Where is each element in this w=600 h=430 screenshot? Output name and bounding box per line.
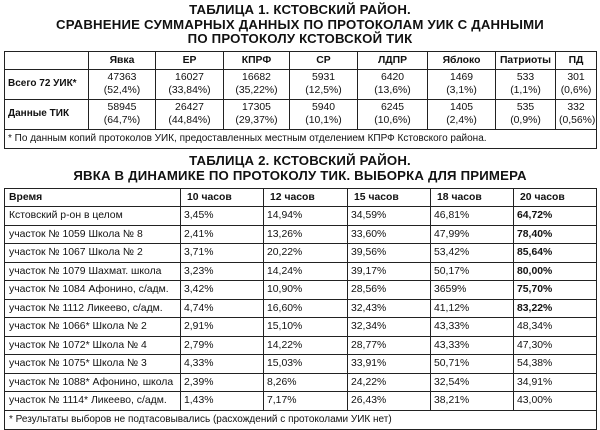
- t1-cell-percent: (10,1%): [305, 114, 342, 126]
- t2-cell: 64,72%: [514, 207, 597, 226]
- t2-cell: 46,81%: [431, 207, 514, 226]
- t1-cell-percent: (35,22%): [235, 84, 278, 96]
- t2-cell: 26,43%: [348, 392, 431, 411]
- t1-header-cell: ПД: [556, 52, 597, 70]
- t1-cell-value: 58945: [107, 102, 137, 113]
- t1-cell: [156, 100, 224, 130]
- t1-cell-value: 47363: [107, 72, 137, 83]
- t1-cell: [428, 100, 496, 130]
- t2-cell: 8,26%: [264, 373, 348, 392]
- table2-title-line2: ЯВКА В ДИНАМИКЕ ПО ПРОТОКОЛУ ТИК. ВЫБОРКА ДЛЯ ПРИМЕРА: [73, 167, 527, 183]
- table2-title-line1: ТАБЛИЦА 2. КСТОВСКИЙ РАЙОН.: [189, 153, 411, 168]
- t2-cell: 4,33%: [181, 355, 264, 374]
- t2-cell: 2,79%: [181, 336, 264, 355]
- t1-cell: [496, 70, 556, 100]
- table2-footnote: * Результаты выборов не подтасовывались (расхождений с протоколами УИК нет): [5, 410, 597, 429]
- t2-header-cell: 15 часов: [348, 189, 431, 207]
- t2-cell: 28,77%: [348, 336, 431, 355]
- t2-cell: 54,38%: [514, 355, 597, 374]
- t1-cell: [428, 70, 496, 100]
- t2-cell: 75,70%: [514, 281, 597, 300]
- t1-cell: [556, 100, 597, 130]
- t2-cell: 2,39%: [181, 373, 264, 392]
- t2-header-cell: 10 часов: [181, 189, 264, 207]
- t2-row-label: участок № 1075* Школа № 3: [5, 355, 181, 374]
- table1-row: [5, 70, 597, 100]
- t2-row-label: участок № 1067 Школа № 2: [5, 244, 181, 263]
- table2-footnote-row: [5, 410, 597, 429]
- t1-cell-value: 535: [516, 102, 535, 113]
- t2-row-label: участок № 1112 Ликеево, с/адм.: [5, 299, 181, 318]
- t2-header-cell: 20 часов: [514, 189, 597, 207]
- table2-row: [5, 336, 597, 355]
- t2-cell: 13,26%: [264, 225, 348, 244]
- t2-cell: 3,45%: [181, 207, 264, 226]
- table1-title: [0, 3, 600, 47]
- t1-cell: [358, 70, 428, 100]
- t2-cell: 43,00%: [514, 392, 597, 411]
- t2-cell: 32,54%: [431, 373, 514, 392]
- table2: [4, 188, 597, 430]
- t2-row-label: участок № 1084 Афонино, с/адм.: [5, 281, 181, 300]
- t2-cell: 3659%: [431, 281, 514, 300]
- t2-cell: 47,30%: [514, 336, 597, 355]
- table2-row: [5, 373, 597, 392]
- t2-cell: 3,71%: [181, 244, 264, 263]
- t2-cell: 16,60%: [264, 299, 348, 318]
- t1-cell-percent: (12,5%): [305, 84, 342, 96]
- t1-cell-value: 16682: [242, 72, 271, 83]
- table2-row: [5, 225, 597, 244]
- t1-cell-value: 16027: [175, 72, 204, 83]
- table1-title-line3: ПО ПРОТОКОЛУ КСТОВСКОЙ ТИК: [187, 31, 413, 46]
- t2-cell: 3,23%: [181, 262, 264, 281]
- table2-row: [5, 318, 597, 337]
- table1-footnote-row: [5, 130, 597, 149]
- table1-title-line2: СРАВНЕНИЕ СУММАРНЫХ ДАННЫХ ПО ПРОТОКОЛАМ УИК С ДАННЫМИ: [56, 16, 544, 32]
- t1-header-cell: Патриоты: [496, 52, 556, 70]
- t1-row-label: Данные ТИК: [5, 100, 89, 130]
- t1-cell-value: 6420: [380, 72, 405, 83]
- t2-row-label: участок № 1088* Афонино, школа: [5, 373, 181, 392]
- t2-header-cell: 12 часов: [264, 189, 348, 207]
- t2-cell: 24,22%: [348, 373, 431, 392]
- t2-cell: 43,33%: [431, 318, 514, 337]
- t2-cell: 1,43%: [181, 392, 264, 411]
- table2-row: [5, 262, 597, 281]
- t2-cell: 85,64%: [514, 244, 597, 263]
- t1-cell: [89, 70, 156, 100]
- t1-header-cell: СР: [290, 52, 358, 70]
- t1-cell-percent: (13,6%): [374, 84, 411, 96]
- table1: [4, 51, 597, 149]
- t1-header-cell: Яблоко: [428, 52, 496, 70]
- t1-cell-value: 332: [567, 102, 585, 113]
- t1-cell-value: 533: [516, 72, 535, 83]
- table1-row: [5, 100, 597, 130]
- t1-cell-value: 26427: [175, 102, 204, 113]
- t2-cell: 41,12%: [431, 299, 514, 318]
- t2-header-cell: 18 часов: [431, 189, 514, 207]
- t1-cell: [224, 100, 290, 130]
- t2-cell: 50,71%: [431, 355, 514, 374]
- t1-cell: [290, 70, 358, 100]
- t1-cell-percent: (3,1%): [446, 84, 477, 96]
- t1-cell-value: 6245: [380, 102, 405, 113]
- t1-cell-percent: (33,84%): [168, 84, 211, 96]
- t2-cell: 34,59%: [348, 207, 431, 226]
- t1-header-cell: [5, 52, 89, 70]
- table2-row: [5, 392, 597, 411]
- t2-cell: 39,17%: [348, 262, 431, 281]
- t1-header-cell: КПРФ: [224, 52, 290, 70]
- t2-cell: 14,94%: [264, 207, 348, 226]
- t2-row-label: Кстовский р-он в целом: [5, 207, 181, 226]
- t2-cell: 34,91%: [514, 373, 597, 392]
- table2-row: [5, 299, 597, 318]
- t2-cell: 47,99%: [431, 225, 514, 244]
- t1-cell-value: 1405: [449, 102, 474, 113]
- t1-cell: [156, 70, 224, 100]
- t1-cell-value: 5940: [311, 102, 336, 113]
- t2-cell: 2,41%: [181, 225, 264, 244]
- t2-row-label: участок № 1079 Шахмат. школа: [5, 262, 181, 281]
- t2-row-label: участок № 1114* Ликеево, с/адм.: [5, 392, 181, 411]
- t1-header-cell: Явка: [89, 52, 156, 70]
- t1-cell-percent: (0,9%): [510, 114, 541, 126]
- t1-cell-percent: (2,4%): [446, 114, 477, 126]
- t2-cell: 33,91%: [348, 355, 431, 374]
- table2-row: [5, 355, 597, 374]
- t1-header-cell: ЛДПР: [358, 52, 428, 70]
- t1-cell: [224, 70, 290, 100]
- table2-row: [5, 244, 597, 263]
- table1-footnote: * По данным копий протоколов УИК, предоставленных местным отделением КПРФ Кстовского района.: [5, 130, 597, 149]
- t1-cell-percent: (52,4%): [103, 84, 141, 96]
- table1-title-line1: ТАБЛИЦА 1. КСТОВСКИЙ РАЙОН.: [189, 2, 411, 17]
- t1-cell-percent: (0,6%): [560, 84, 592, 96]
- t2-cell: 38,21%: [431, 392, 514, 411]
- t2-cell: 50,17%: [431, 262, 514, 281]
- t2-cell: 83,22%: [514, 299, 597, 318]
- t2-cell: 78,40%: [514, 225, 597, 244]
- t1-row-label: Всего 72 УИК*: [5, 70, 89, 100]
- t2-row-label: участок № 1066* Школа № 2: [5, 318, 181, 337]
- t1-cell-percent: (10,6%): [374, 114, 411, 126]
- t1-cell-value: 5931: [311, 72, 336, 83]
- t1-cell-value: 1469: [449, 72, 474, 83]
- table2-row: [5, 281, 597, 300]
- t2-cell: 39,56%: [348, 244, 431, 263]
- table2-title: [0, 154, 600, 183]
- t2-cell: 2,91%: [181, 318, 264, 337]
- t2-cell: 32,43%: [348, 299, 431, 318]
- t1-header-cell: ЕР: [156, 52, 224, 70]
- t2-cell: 15,03%: [264, 355, 348, 374]
- t2-cell: 15,10%: [264, 318, 348, 337]
- t1-cell-percent: (64,7%): [103, 114, 141, 126]
- t2-cell: 43,33%: [431, 336, 514, 355]
- t2-cell: 14,24%: [264, 262, 348, 281]
- t2-row-label: участок № 1059 Школа № 8: [5, 225, 181, 244]
- t2-cell: 20,22%: [264, 244, 348, 263]
- t2-cell: 53,42%: [431, 244, 514, 263]
- t2-cell: 3,42%: [181, 281, 264, 300]
- t1-cell-percent: (1,1%): [510, 84, 541, 96]
- t2-cell: 7,17%: [264, 392, 348, 411]
- t1-cell-value: 17305: [242, 102, 271, 113]
- t2-row-label: участок № 1072* Школа № 4: [5, 336, 181, 355]
- t2-cell: 10,90%: [264, 281, 348, 300]
- t1-cell: [290, 100, 358, 130]
- t1-cell-percent: (29,37%): [235, 114, 278, 126]
- t2-cell: 80,00%: [514, 262, 597, 281]
- t1-cell: [496, 100, 556, 130]
- t2-cell: 33,60%: [348, 225, 431, 244]
- t2-header-cell: Время: [5, 189, 181, 207]
- t1-cell: [556, 70, 597, 100]
- t2-cell: 4,74%: [181, 299, 264, 318]
- table2-header-row: [5, 189, 597, 207]
- t2-cell: 28,56%: [348, 281, 431, 300]
- t1-cell-value: 301: [567, 72, 585, 83]
- t1-cell: [89, 100, 156, 130]
- t1-cell-percent: (0,56%): [559, 114, 596, 126]
- table1-header-row: [5, 52, 597, 70]
- t1-cell: [358, 100, 428, 130]
- t2-cell: 32,34%: [348, 318, 431, 337]
- t1-cell-percent: (44,84%): [168, 114, 211, 126]
- t2-cell: 48,34%: [514, 318, 597, 337]
- table2-row: [5, 207, 597, 226]
- t2-cell: 14,22%: [264, 336, 348, 355]
